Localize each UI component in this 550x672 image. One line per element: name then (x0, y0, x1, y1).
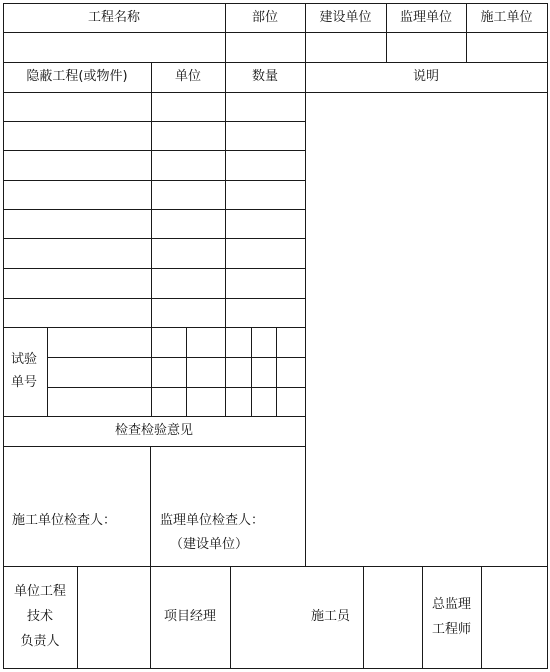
test-sheet-label-line2: 单号 (11, 375, 38, 390)
hidden-work-heading-text: 隐蔽工程(或物件 (26, 69, 123, 84)
row-line-1 (3, 121, 305, 122)
row-line-5 (3, 238, 305, 239)
row-line-7 (3, 298, 305, 299)
row-line-3 (3, 180, 305, 181)
col-line-sig-3 (230, 566, 231, 669)
row-line-test-2 (47, 387, 305, 388)
hidden-work-heading-suffix: ) (122, 69, 128, 84)
col-line-sig-5 (422, 566, 423, 669)
col-line-inspectors (150, 446, 151, 567)
col-line-test-c (276, 327, 277, 417)
col-line-sig-1 (77, 566, 78, 669)
chief-supervisor-label-line1: 总监理 (431, 597, 471, 612)
row-line-blank (3, 62, 548, 63)
description-heading: 说明 (412, 69, 439, 84)
tech-lead-label-line3: 负责人 (20, 634, 60, 649)
site-worker-label: 施工员 (311, 609, 351, 624)
col-line-test-a (186, 327, 187, 417)
unit-heading: 单位 (174, 69, 201, 84)
row-line-inspection-title (3, 446, 305, 447)
row-line-6 (3, 268, 305, 269)
col-line-unit (151, 62, 152, 417)
row-line-2 (3, 150, 305, 151)
border-right (547, 3, 548, 669)
col-line-construction (305, 3, 306, 567)
project-manager-label: 项目经理 (163, 609, 216, 624)
row-line-colheads (3, 92, 548, 93)
tech-lead-label-line2: 技术 (26, 609, 53, 624)
test-sheet-label-line1: 试验 (11, 352, 38, 367)
row-line-test-1 (47, 357, 305, 358)
col-line-quantity (225, 62, 226, 417)
border-left (3, 3, 4, 669)
supervisor-inspector-note: （建设单位） (170, 537, 249, 552)
row-line-test-top (3, 327, 305, 328)
chief-supervisor-label-line2: 工程师 (431, 622, 471, 637)
construction-unit-label: 建设单位 (319, 10, 372, 25)
border-bottom (3, 668, 548, 669)
col-line-test-label (47, 327, 48, 417)
tech-lead-label-line1: 单位工程 (13, 584, 66, 599)
col-line-sig-6 (481, 566, 482, 669)
location-label: 部位 (251, 10, 278, 25)
supervision-unit-label: 监理单位 (399, 10, 452, 25)
row-line-signatures-top (3, 566, 548, 567)
col-line-sig-4 (363, 566, 364, 669)
row-line-test-bottom (3, 416, 305, 417)
hidden-work-heading (3, 69, 151, 85)
row-line-4 (3, 209, 305, 210)
col-line-test-b (251, 327, 252, 417)
quantity-heading: 数量 (251, 69, 278, 84)
project-name-label: 工程名称 (87, 10, 140, 25)
contractor-inspector-label: 施工单位检查人： (12, 513, 117, 528)
inspection-opinion-title: 检查检验意见 (114, 423, 193, 438)
supervisor-inspector-label: 监理单位检查人： (160, 513, 265, 528)
contractor-unit-label: 施工单位 (480, 10, 533, 25)
